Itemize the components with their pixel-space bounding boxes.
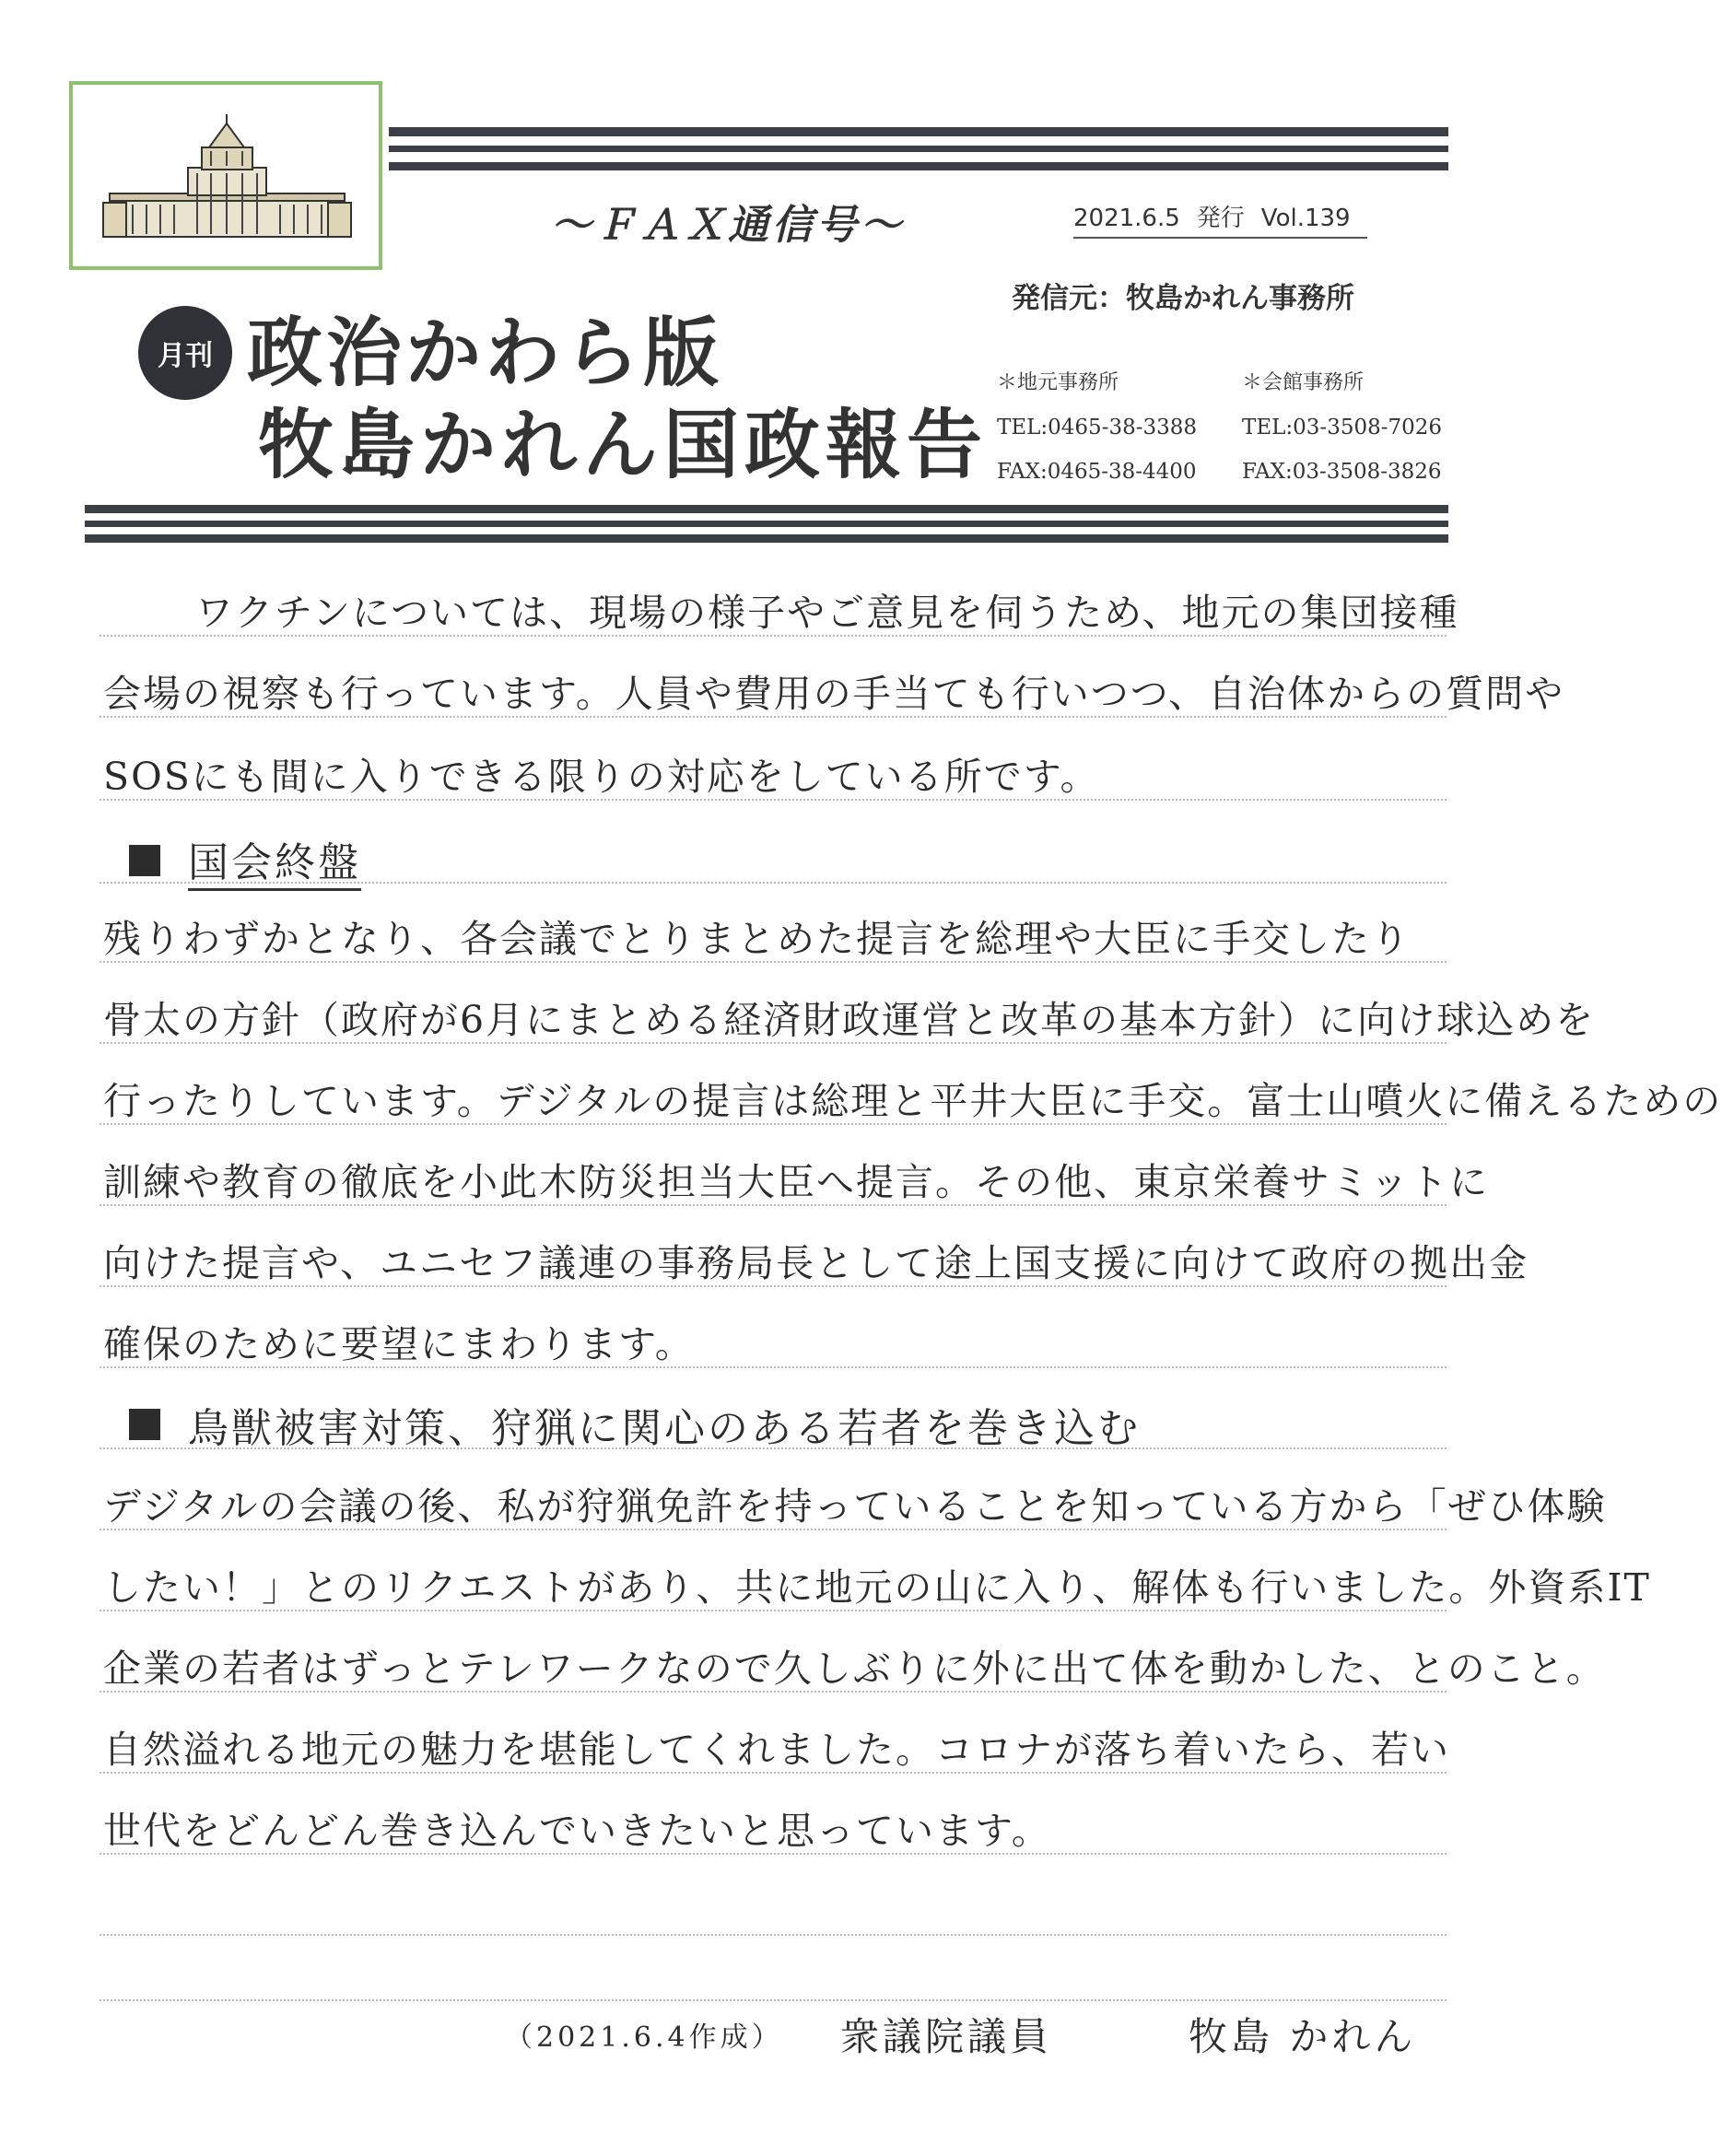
body-line: 向けた提言や、ユニセフ議連の事務局長として途上国支援に向けて政府の拠出金 (103, 1241, 1529, 1285)
section-heading (129, 829, 361, 891)
diet-building-logo (69, 81, 382, 270)
issue-info (1073, 199, 1367, 239)
content-rule (85, 534, 1448, 543)
kaikan-office (1242, 361, 1442, 494)
diet-building-icon (100, 112, 354, 246)
ruled-line (100, 1934, 1447, 1936)
newsletter-subtitle: 牧島かれん国政報告 (258, 402, 989, 489)
body-line: SOSにも間に入りできる限りの対応をしている所です。 (103, 755, 1100, 799)
office-tel: TEL:03-3508-7026 (1242, 416, 1443, 439)
header-rule (389, 162, 1448, 170)
ruled-line (100, 1999, 1447, 2001)
section-title: 鳥獣被害対策、狩猟に関心のある若者を巻き込む (188, 1405, 1141, 1452)
body-line: 会場の視察も行っています。人員や費用の手当ても行いつつ、自治体からの質問や (103, 672, 1565, 716)
signature-role: 衆議院議員 (840, 2014, 1053, 2059)
body-line: ワクチンについては、現場の様子やご意見を伺うため、地元の集団接種 (195, 591, 1459, 635)
body-line: デジタルの会議の後、私が狩猟免許を持っていることを知っている方から「ぜひ体験 (103, 1484, 1607, 1529)
body-line: したい！」とのリクエストがあり、共に地元の山に入り、解体も行いました。外資系IT (103, 1565, 1651, 1610)
bullet-square-icon (129, 845, 160, 876)
body-line: 訓練や教育の徹底を小此木防災担当大臣へ提言。その他、東京栄養サミットに (103, 1160, 1490, 1204)
local-office (997, 361, 1197, 494)
signature-date: （2021.6.4作成） (505, 2021, 783, 2054)
bullet-square-icon (129, 1409, 160, 1440)
body-line: 世代をどんどん巻き込んでいきたいと思っています。 (103, 1809, 1051, 1853)
office-label: ＊地元事務所 (997, 371, 1119, 394)
section-heading (129, 1395, 1141, 1454)
office-tel: TEL:0465-38-3388 (997, 416, 1198, 439)
office-label: ＊会館事務所 (1242, 371, 1365, 394)
issue-date: 2021.6.5 (1073, 205, 1180, 232)
body-line: 企業の若者はずっとテレワークなので久しぶりに外に出て体を動かした、とのこと。 (103, 1646, 1606, 1691)
body-line: 骨太の方針（政府が6月にまとめる経済財政運営と改革の基本方針）に向け球込めを (103, 998, 1596, 1042)
issue-label: 発行 (1196, 205, 1245, 232)
newsletter-title: 政治かわら版 (247, 310, 723, 397)
header-rule (389, 127, 1448, 136)
fax-title: ～ＦＡＸ通信号～ (551, 202, 905, 249)
body-line: 自然溢れる地元の魅力を堪能してくれました。コロナが落ち着いたら、若い (103, 1728, 1450, 1772)
content-rule (85, 505, 1448, 513)
issue-volume: Vol.139 (1260, 205, 1351, 232)
body-line: 確保のために要望にまわります。 (103, 1322, 695, 1366)
body-line: 残りわずかとなり、各会議でとりまとめた提言を総理や大臣に手交したり (103, 917, 1411, 961)
header-rule (389, 146, 1448, 152)
content-rule (85, 521, 1448, 527)
office-fax: FAX:0465-38-4400 (997, 460, 1197, 484)
monthly-badge: 月刊 (138, 306, 232, 400)
section-title: 国会終盤 (188, 829, 361, 891)
signature-name: 牧島 かれん (1189, 2014, 1417, 2059)
body-line: 行ったりしています。デジタルの提言は総理と平井大臣に手交。富士山噴火に備えるための (103, 1079, 1722, 1123)
office-fax: FAX:03-3508-3826 (1242, 460, 1442, 484)
sender: 発信元：牧島かれん事務所 (1012, 282, 1354, 315)
